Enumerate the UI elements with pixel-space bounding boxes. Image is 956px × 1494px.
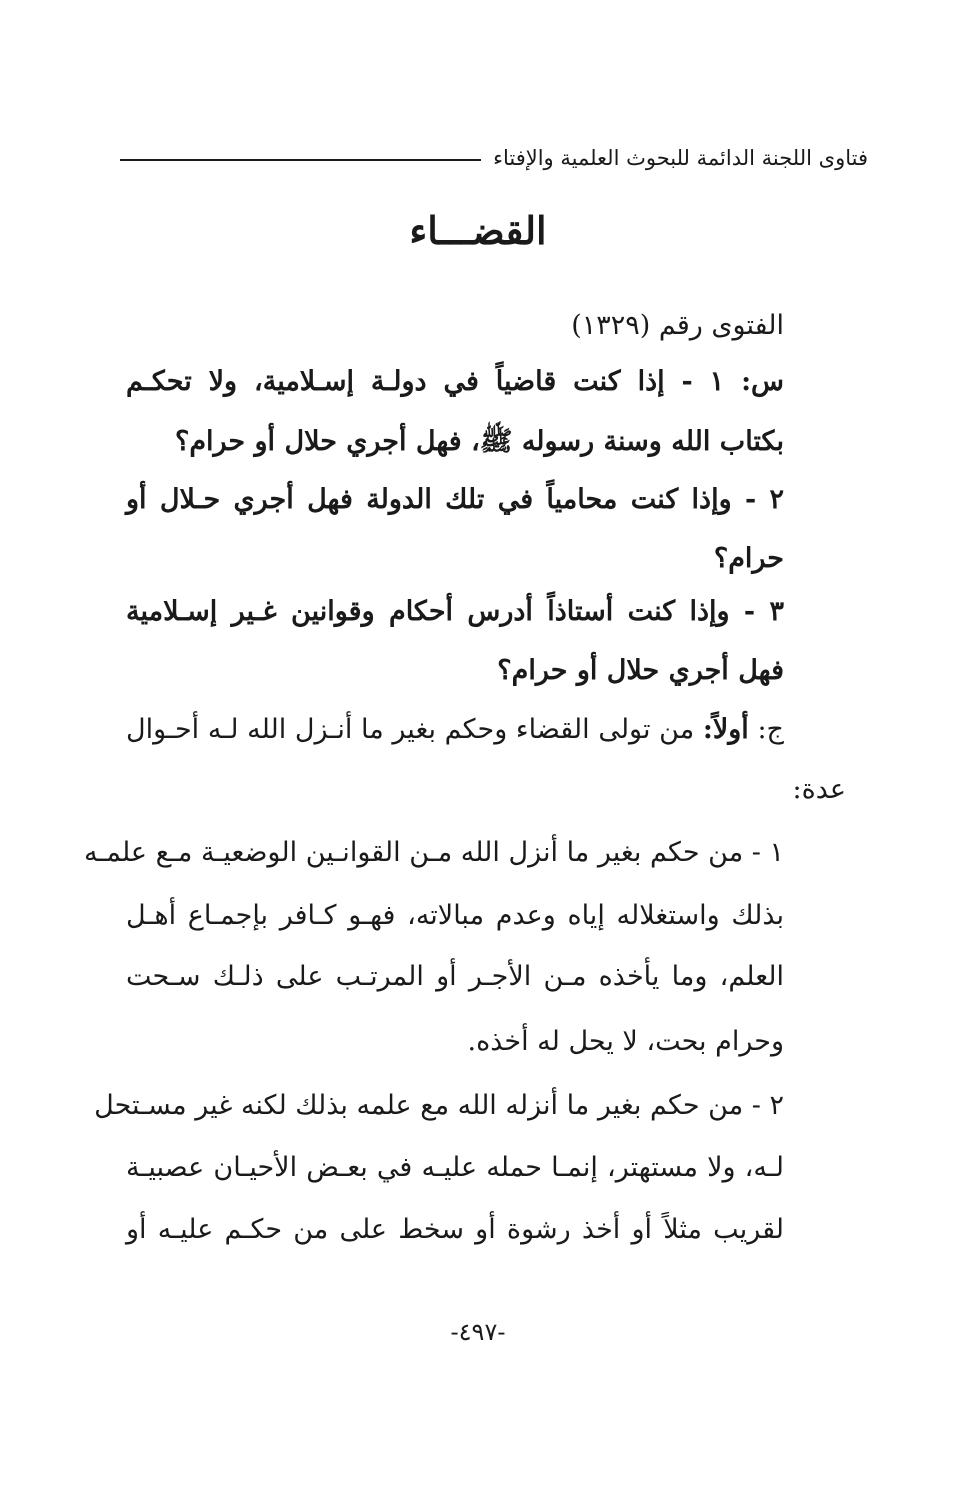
page-number: -٤٩٧- xyxy=(450,1318,506,1346)
question-line-3: ٢ - وإذا كنت محامياً في تلك الدولة فهل أجري حـلال أو xyxy=(126,484,784,515)
question-line-1: س: ١ - إذا كنت قاضياً في دولـة إسـلامية، ولا تحكـم xyxy=(126,366,784,397)
header-rule xyxy=(120,159,481,161)
question-line-2: بكتاب الله وسنة رسوله ﷺ، فهل أجري حلال أو حرام؟ xyxy=(174,426,784,457)
answer-line-1 xyxy=(126,710,784,750)
question-line-6: فهل أجري حلال أو حرام؟ xyxy=(497,655,784,686)
question-line-5: ٣ - وإذا كنت أستاذاً أدرس أحكام وقوانين غـير إسـلامية xyxy=(126,596,784,627)
running-header xyxy=(120,140,868,176)
item1-line-4: وحرام بحت، لا يحل له أخذه. xyxy=(467,1026,784,1057)
answer-prefix: ج: xyxy=(757,714,784,745)
running-title: فتاوى اللجنة الدائمة للبحوث العلمية والإفتاء xyxy=(493,146,868,170)
item1-line-2: بذلك واستغلاله إياه وعدم مبالاته، فهـو كـافر بإجمـاع أهـل xyxy=(126,900,784,931)
item2-line-1: ٢ - من حكم بغير ما أنزله الله مع علمه بذلك لكنه غير مسـتحل xyxy=(94,1090,784,1121)
item1-line-3: العلم، وما يأخذه مـن الأجـر أو المرتـب على ذلـك سـحت xyxy=(126,961,784,992)
chapter-title: القضـــاء xyxy=(409,208,547,253)
fatwa-number: الفتوى رقم (١٣٢٩) xyxy=(571,310,784,341)
answer-line-1-text: من تولى القضاء وحكم بغير ما أنـزل الله لـه أحـوال xyxy=(126,714,695,745)
answer-line-2: عدة: xyxy=(792,774,846,805)
item2-line-3: لقريب مثلاً أو أخذ رشوة أو سخط على من حكـم عليـه أو xyxy=(126,1214,784,1245)
question-line-4: حرام؟ xyxy=(713,543,784,574)
item1-line-1: ١ - من حكم بغير ما أنزل الله مـن القوانـين الوضعيـة مـع علمـه xyxy=(84,837,784,868)
answer-first-heading: أولاً: xyxy=(702,714,749,745)
item2-line-2: لـه، ولا مستهتر، إنمـا حمله عليـه في بعـض الأحيـان عصبيـة xyxy=(126,1152,784,1183)
